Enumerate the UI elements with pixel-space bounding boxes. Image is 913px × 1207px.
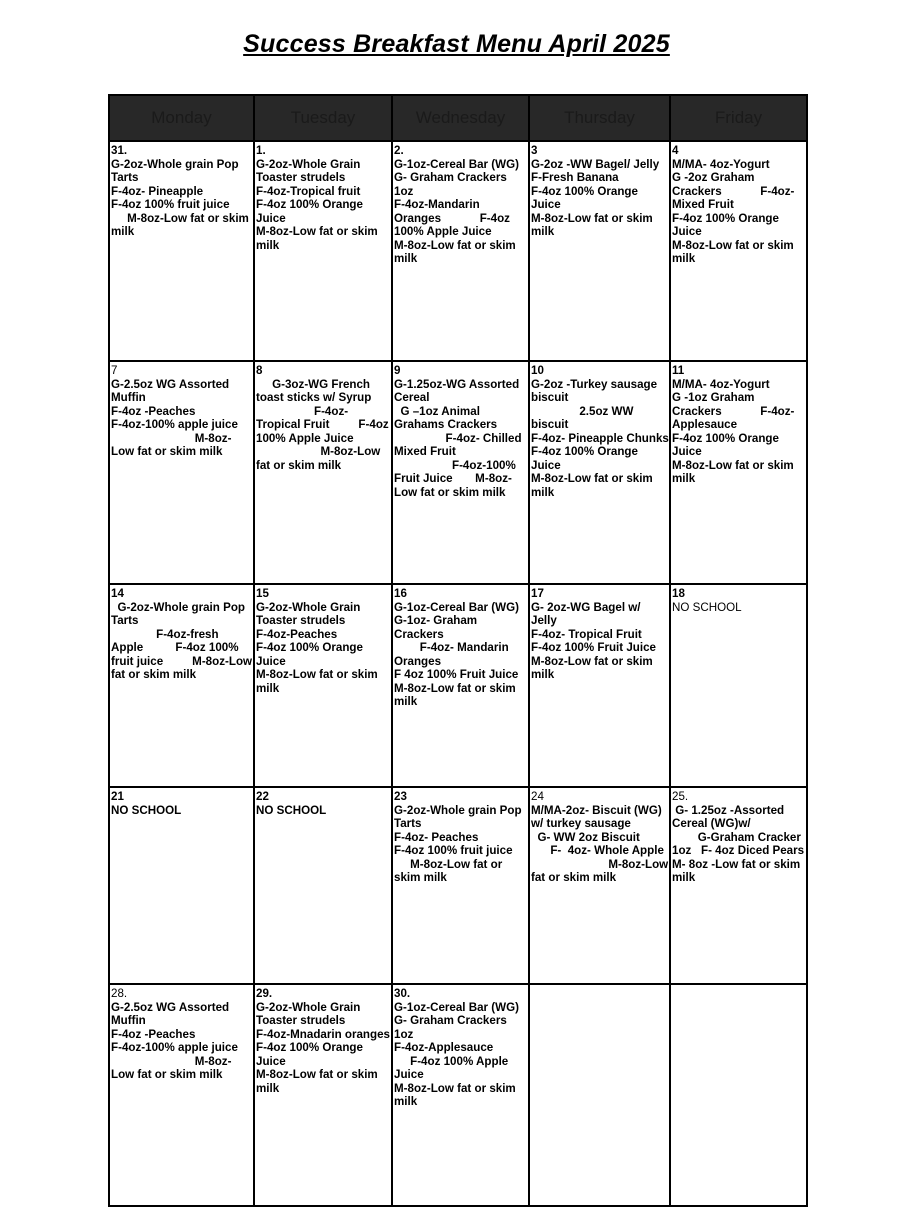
day-cell xyxy=(254,361,392,584)
day-number: 24 xyxy=(531,790,544,803)
header-friday: Friday xyxy=(670,95,807,141)
menu-items: NO SCHOOL xyxy=(672,600,742,614)
day-number: 31. xyxy=(111,144,128,157)
day-cell xyxy=(109,984,254,1206)
day-cell xyxy=(392,141,529,361)
day-cell xyxy=(392,787,529,984)
menu-items: G- 1.25oz -Assorted Cereal (WG)w/ G-Graham Cracker 1oz F- 4oz Diced Pears M- 8oz -Low fat or skim milk xyxy=(672,803,805,884)
day-number: 2. xyxy=(394,144,404,157)
week-row-2 xyxy=(109,361,807,584)
day-number: 17 xyxy=(531,587,544,600)
menu-items: M/MA- 4oz-Yogurt G -2oz Graham Crackers F-4oz-Mixed Fruit F-4oz 100% Orange Juice M-8oz-Low fat or skim milk xyxy=(672,157,795,265)
menu-calendar-table xyxy=(108,94,808,1207)
menu-items: G-2oz-Whole Grain Toaster strudels F-4oz-Peaches F-4oz 100% Orange Juice M-8oz-Low fat or skim milk xyxy=(256,600,378,695)
day-number: 25. xyxy=(672,790,689,803)
day-cell xyxy=(529,141,670,361)
header-thursday: Thursday xyxy=(529,95,670,141)
day-number: 3 xyxy=(531,144,538,157)
day-number: 14 xyxy=(111,587,124,600)
day-cell xyxy=(392,584,529,787)
day-number: 29. xyxy=(256,987,273,1000)
day-number: 22 xyxy=(256,790,269,803)
day-cell xyxy=(392,984,529,1206)
week-row-5 xyxy=(109,984,807,1206)
day-number: 10 xyxy=(531,364,544,377)
menu-items: NO SCHOOL xyxy=(256,803,327,817)
day-cell xyxy=(109,787,254,984)
header-monday: Monday xyxy=(109,95,254,141)
day-number: 30. xyxy=(394,987,411,1000)
menu-items: G-2oz-Whole grain Pop Tarts F-4oz- Peaches F-4oz 100% fruit juice M-8oz-Low fat or skim milk xyxy=(394,803,522,884)
day-cell xyxy=(254,787,392,984)
day-cell xyxy=(670,361,807,584)
week-row-4 xyxy=(109,787,807,984)
menu-items: M/MA- 4oz-Yogurt G -1oz Graham Crackers F-4oz-Applesauce F-4oz 100% Orange Juice M-8oz-Low fat or skim milk xyxy=(672,377,795,485)
menu-items: G- 2oz-WG Bagel w/ Jelly F-4oz- Tropical Fruit F-4oz 100% Fruit Juice M-8oz-Low fat or skim milk xyxy=(531,600,656,681)
menu-items: G-2oz-Whole grain Pop Tarts F-4oz-fresh Apple F-4oz 100% fruit juice M-8oz-Low fat or skim milk xyxy=(111,600,253,681)
day-cell xyxy=(254,584,392,787)
menu-items: M/MA-2oz- Biscuit (WG) w/ turkey sausage G- WW 2oz Biscuit F- 4oz- Whole Apple M-8oz-Low fat or skim milk xyxy=(531,803,669,884)
menu-items: G-1.25oz-WG Assorted Cereal G –1oz Animal Grahams Crackers F-4oz- Chilled Mixed Fruit F-4oz-100% Fruit Juice M-8oz-Low fat or skim milk xyxy=(394,377,522,499)
day-cell xyxy=(254,984,392,1206)
header-tuesday: Tuesday xyxy=(254,95,392,141)
day-cell xyxy=(109,584,254,787)
day-cell xyxy=(670,787,807,984)
day-number: 1. xyxy=(256,144,266,157)
menu-items: G-2.5oz WG Assorted Muffin F-4oz -Peaches F-4oz-100% apple juice M-8oz-Low fat or skim milk xyxy=(111,377,238,458)
day-number: 8 xyxy=(256,364,263,377)
weekday-header-row xyxy=(109,95,807,141)
menu-items: G-3oz-WG French toast sticks w/ Syrup F-4oz-Tropical Fruit F-4oz 100% Apple Juice M-8oz-Low fat or skim milk xyxy=(256,377,389,472)
day-number: 7 xyxy=(111,364,118,377)
day-cell xyxy=(392,361,529,584)
menu-items: G-1oz-Cereal Bar (WG) G- Graham Crackers 1oz F-4oz-Applesauce F-4oz 100% Apple Juice M-8oz-Low fat or skim milk xyxy=(394,1000,519,1108)
day-cell xyxy=(670,141,807,361)
menu-items: G-1oz-Cereal Bar (WG) G- Graham Crackers 1oz F-4oz-Mandarin Oranges F-4oz 100% Apple Juice M-8oz-Low fat or skim milk xyxy=(394,157,519,265)
day-cell xyxy=(109,361,254,584)
day-cell xyxy=(529,787,670,984)
day-number: 28. xyxy=(111,987,128,1000)
menu-items: G-1oz-Cereal Bar (WG) G-1oz- Graham Crackers F-4oz- Mandarin Oranges F 4oz 100% Fruit Juice M-8oz-Low fat or skim milk xyxy=(394,600,519,708)
day-number: 11 xyxy=(672,364,685,377)
menu-items: G-2oz-Whole grain Pop Tarts F-4oz- Pineapple F-4oz 100% fruit juice M-8oz-Low fat or skim milk xyxy=(111,157,249,238)
day-number: 9 xyxy=(394,364,401,377)
day-number: 23 xyxy=(394,790,407,803)
day-cell xyxy=(670,584,807,787)
page-title: Success Breakfast Menu April 2025 xyxy=(243,30,670,58)
day-number: 4 xyxy=(672,144,679,157)
day-number: 16 xyxy=(394,587,407,600)
day-cell xyxy=(254,141,392,361)
menu-items: G-2oz-Whole Grain Toaster strudels F-4oz-Tropical fruit F-4oz 100% Orange Juice M-8oz-Low fat or skim milk xyxy=(256,157,378,252)
menu-items: G-2oz-Whole Grain Toaster strudels F-4oz-Mnadarin oranges F-4oz 100% Orange Juice M-8oz-Low fat or skim milk xyxy=(256,1000,390,1095)
day-cell xyxy=(109,141,254,361)
day-number: 15 xyxy=(256,587,269,600)
week-row-3 xyxy=(109,584,807,787)
menu-items: NO SCHOOL xyxy=(111,803,182,817)
day-cell-empty xyxy=(529,984,670,1206)
day-cell xyxy=(529,361,670,584)
day-number: 21 xyxy=(111,790,124,803)
menu-items: G-2oz -WW Bagel/ Jelly F-Fresh Banana F-4oz 100% Orange Juice M-8oz-Low fat or skim milk xyxy=(531,157,660,238)
day-number: 18 xyxy=(672,587,685,600)
menu-items: G-2.5oz WG Assorted Muffin F-4oz -Peaches F-4oz-100% apple juice M-8oz-Low fat or skim milk xyxy=(111,1000,238,1081)
week-row-1 xyxy=(109,141,807,361)
menu-items: G-2oz -Turkey sausage biscuit 2.5oz WW biscuit F-4oz- Pineapple Chunks F-4oz 100% Orange Juice M-8oz-Low fat or skim milk xyxy=(531,377,669,499)
day-cell-empty xyxy=(670,984,807,1206)
day-cell xyxy=(529,584,670,787)
header-wednesday: Wednesday xyxy=(392,95,529,141)
